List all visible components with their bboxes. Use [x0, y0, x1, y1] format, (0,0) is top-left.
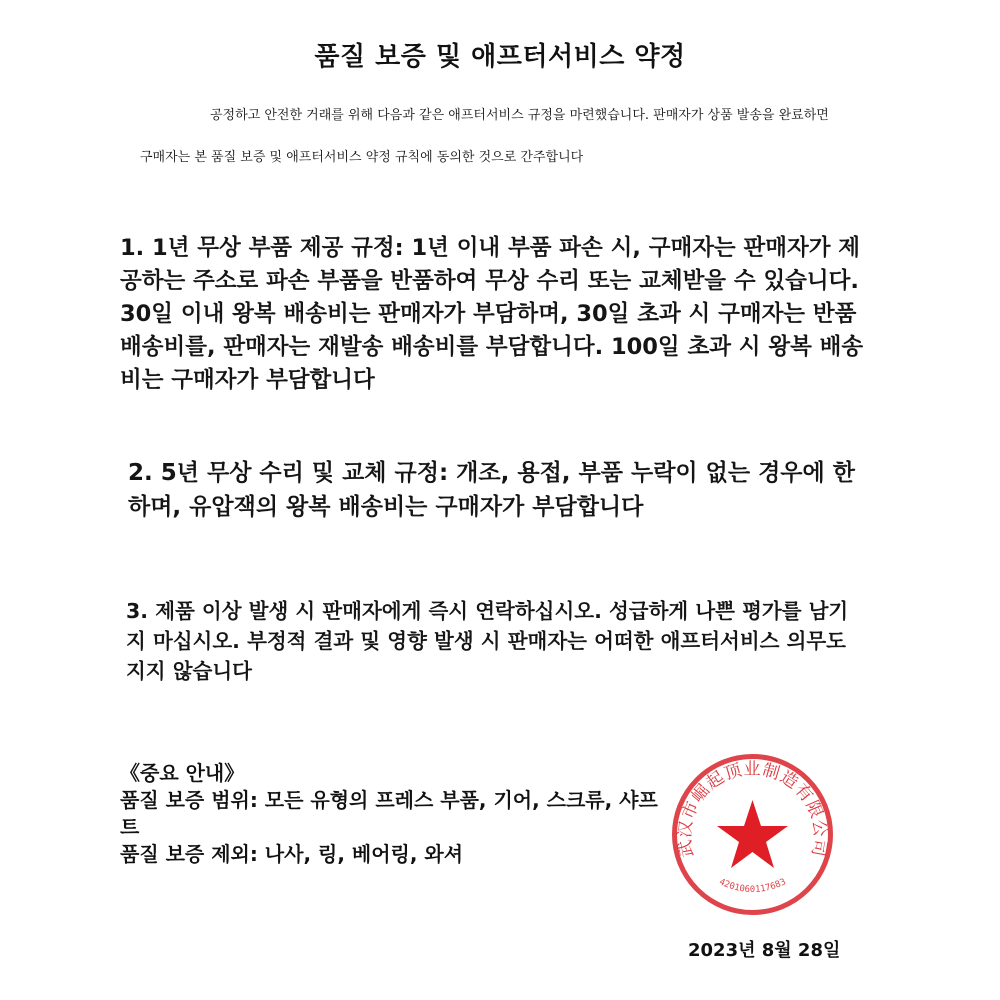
svg-text:4201060117683: [717, 877, 787, 895]
warranty-scope: 품질 보증 범위: 모든 유형의 프레스 부품, 기어, 스크류, 샤프트: [120, 788, 658, 839]
document-title: 품질 보증 및 애프터서비스 약정: [314, 42, 686, 72]
section-2-paragraph: 2. 5년 무상 수리 및 교체 규정: 개조, 용접, 부품 누락이 없는 경우에 한하며, 유압잭의 왕복 배송비는 구매자가 부담합니다: [128, 460, 855, 520]
seal-star-icon: [717, 800, 788, 868]
intro-line-1: 공정하고 안전한 거래를 위해 다음과 같은 애프터서비스 규정을 마련했습니다. 판매자가 상품 발송을 완료하면: [210, 108, 829, 123]
section-1-paragraph: 1. 1년 무상 부품 제공 규정: 1년 이내 부품 파손 시, 구매자는 판매자가 제공하는 주소로 파손 부품을 반품하여 무상 수리 또는 교체받을 수 있습니다. 30일 이내 왕복 배송비는 판매자가 부담하며, 30일 초과 시 구매자는 반품 배송비를, 판매자는 재발송 배송비를 부담합니다. 100일 초과 시 왕복 배송비는 구매자가 부담합니다: [120, 235, 864, 393]
seal-number: 4201060117683: [717, 877, 788, 895]
seal-company-name: 武汉市崛起顶业制造有限公司: [674, 759, 831, 859]
section-3-paragraph: 3. 제품 이상 발생 시 판매자에게 즉시 연락하십시오. 성급하게 나쁜 평가를 남기지 마십시오. 부정적 결과 및 영향 발생 시 판매자는 어떠한 애프터서비스 의무도 지지 않습니다: [126, 599, 849, 683]
document-date: 2023년 8월 28일: [688, 940, 841, 961]
intro-line-2: 구매자는 본 품질 보증 및 애프터서비스 약정 규칙에 동의한 것으로 간주합니다: [140, 150, 584, 165]
company-seal: [670, 752, 835, 917]
important-notice: [120, 760, 665, 868]
notice-heading: 《중요 안내》: [120, 761, 245, 785]
warranty-exclusions: 품질 보증 제외: 나사, 링, 베어링, 와셔: [120, 842, 464, 866]
